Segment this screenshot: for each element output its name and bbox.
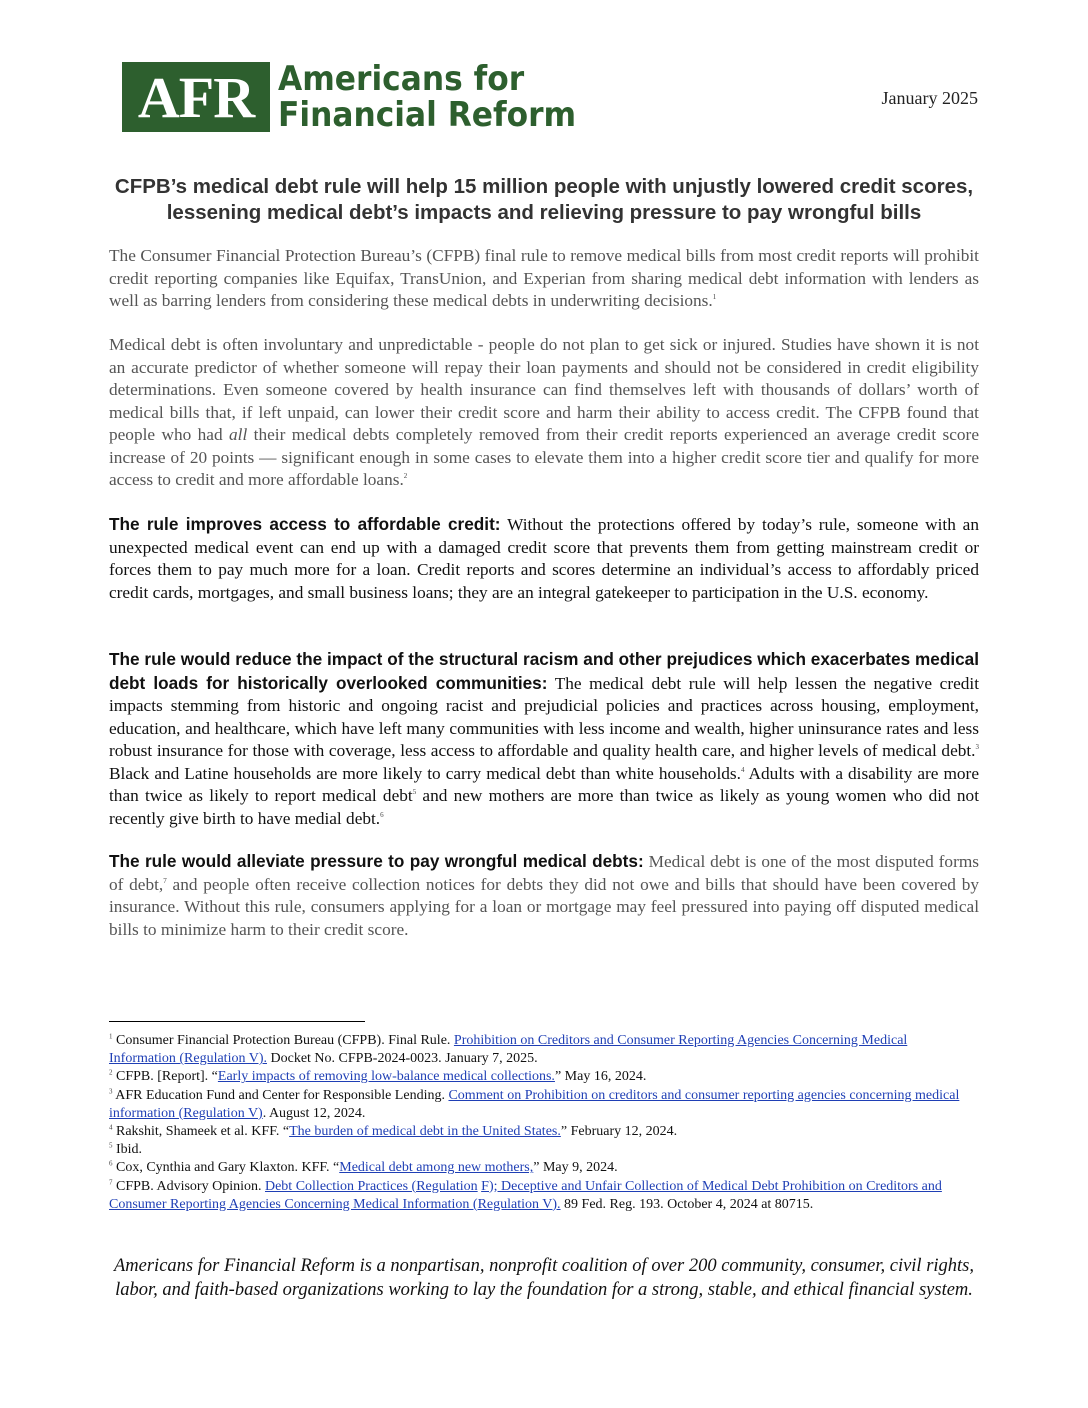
paragraph-2	[109, 334, 979, 492]
footnote-3-text: AFR Education Fund and Center for Responsible Lending.	[112, 1087, 449, 1103]
logo-line-1: Americans for	[278, 59, 525, 99]
paragraph-4	[109, 648, 979, 830]
footnote-7-text: CFPB. Advisory Opinion.	[112, 1178, 265, 1194]
footnote-2-text: CFPB. [Report]. “	[112, 1069, 218, 1085]
paragraph-4-text-b: Black and Latine households are more likely to carry medical debt than white households.	[109, 763, 741, 783]
footnote-5	[109, 1141, 968, 1159]
footnote-3-number: 3	[109, 1086, 113, 1095]
paragraph-5-text-a: Medical debt is one of the most disputed forms of debt,	[109, 852, 979, 894]
footnote-1	[109, 1032, 968, 1068]
footnote-4	[109, 1123, 968, 1141]
footnote-4-text: Rakshit, Shameek et al. KFF. “	[112, 1124, 290, 1140]
afr-logo	[122, 59, 602, 135]
paragraph-2-emphasis: all	[229, 425, 248, 444]
paragraph-1-text: The Consumer Financial Protection Bureau’s (CFPB) final rule to remove medical bills from most credit reports will prohibit credit reporting companies like Equifax, TransUnion, and Experian from sharing medical debt information with lenders as well as barring lenders from considering these medical debts in underwriting decisions.	[109, 246, 979, 310]
footnote-6	[109, 1159, 968, 1177]
paragraph-5-heading: The rule would alleviate pressure to pay wrongful medical debts:	[109, 851, 644, 871]
footnote-6-number: 6	[109, 1159, 113, 1168]
paragraph-4-text-a: The medical debt rule will help lessen the negative credit impacts stemming from historic and ongoing racist and prejudicial policies and practices across housing, employment, education, and healthcare, which have left many communities with less income and wealth, higher uninsurance rates and less robust insurance for those with coverage, less access to affordable and quality health care, and higher levels of medical debt.	[109, 673, 979, 760]
footnote-1-number: 1	[109, 1032, 113, 1041]
footnote-6-suffix: ” May 9, 2024.	[533, 1160, 618, 1176]
footnote-7-suffix: 89 Fed. Reg. 193. October 4, 2024 at 80715.	[560, 1196, 814, 1212]
document-date: January 2025	[881, 88, 978, 108]
footnote-5-text: Ibid.	[112, 1142, 143, 1158]
footnote-ref-6[interactable]: 6	[380, 810, 384, 819]
footnote-5-number: 5	[109, 1141, 113, 1150]
paragraph-3-heading: The rule improves access to affordable credit:	[109, 514, 501, 534]
footnote-1-text: Consumer Financial Protection Bureau (CFPB). Final Rule.	[112, 1033, 454, 1048]
footnotes	[109, 1032, 968, 1214]
title-line-2: lessening medical debt’s impacts and relieving pressure to pay wrongful bills	[166, 201, 922, 224]
footnote-7	[109, 1178, 968, 1214]
paragraph-3-text: Without the protections offered by today’s rule, someone with an unexpected medical event can end up with a damaged credit score that prevents them from getting mainstream credit or forces them to pay much more for a loan. Credit reports and scores determine an individual’s access to affordably priced credit cards, mortgages, and small business loans; they are an integral gatekeeper to participation in the U.S. economy.	[109, 515, 979, 602]
paragraph-5-text-b: and people often receive collection notices for debts they did not owe and bills that should have been covered by insurance. Without this rule, consumers applying for a loan or mortgage may feel pressured into paying off disputed medical bills to minimize harm to their credit score.	[109, 874, 979, 939]
footnote-2	[109, 1068, 968, 1086]
footnote-divider	[109, 1021, 365, 1022]
footnote-ref-4[interactable]: 4	[740, 765, 745, 774]
footnote-ref-3[interactable]: 3	[975, 743, 979, 752]
footer-line-2: labor, and faith-based organizations working to lay the foundation for a strong, stable, and ethical financial system.	[115, 1280, 973, 1300]
paragraph-4-text-d: and new mothers are more than twice as likely as young women who did not recently give birth to have medial debt.	[109, 786, 979, 828]
paragraph-5	[109, 850, 979, 941]
document-title	[60, 174, 1028, 226]
paragraph-1	[109, 245, 979, 313]
footnote-3	[109, 1087, 968, 1123]
footnote-1-link[interactable]: Prohibition on Creditors and Consumer Reporting Agencies Concerning Medical Information (Regulation V).	[109, 1033, 908, 1067]
footnote-1-suffix: Docket No. CFPB-2024-0023. January 7, 2025.	[267, 1051, 538, 1067]
footer-line-1: Americans for Financial Reform is a nonpartisan, nonprofit coalition of over 200 community, consumer, civil rights,	[113, 1256, 974, 1276]
paragraph-4-heading: The rule would reduce the impact of the structural racism and other prejudices which exacerbates medical debt loads for historically overlooked communities:	[109, 649, 979, 693]
footnote-4-number: 4	[109, 1123, 113, 1132]
title-line-1: CFPB’s medical debt rule will help 15 million people with unjustly lowered credit scores,	[114, 175, 974, 198]
footnote-4-suffix: ” February 12, 2024.	[560, 1124, 678, 1140]
footnote-4-link[interactable]: The burden of medical debt in the United States.	[289, 1124, 561, 1140]
footnote-2-link[interactable]: Early impacts of removing low-balance medical collections.	[217, 1069, 555, 1085]
footnote-ref-5[interactable]: 5	[412, 788, 417, 797]
footnote-ref-7[interactable]: 7	[163, 876, 167, 885]
footnote-6-link[interactable]: Medical debt among new mothers,	[339, 1160, 534, 1176]
paragraph-2-text-a: Medical debt is often involuntary and unpredictable - people do not plan to get sick or injured. Studies have shown it is not an accurate predictor of whether someone will repay their loan payments and should not be considered in credit eligibility determinations. Even someone covered by health insurance can find themselves left with thousands of dollars’ worth of medical bills that, if left unpaid, can lower their credit score and harm their ability to access credit. The CFPB found that people who had	[109, 335, 979, 444]
footnote-ref-2[interactable]: 2	[403, 472, 408, 481]
footnote-7-link-a[interactable]: Debt Collection Practices (Regulation	[264, 1178, 478, 1194]
footnote-3-suffix: . August 12, 2024.	[262, 1105, 366, 1121]
logo-line-2: Financial Reform	[278, 95, 577, 135]
organization-statement	[60, 1254, 1028, 1302]
footnote-7-number: 7	[109, 1177, 113, 1186]
logo-wordmark	[278, 61, 576, 133]
paragraph-4-text-c: Adults with a disability are more than twice as likely to report medical debt	[109, 763, 979, 805]
footnote-3-link[interactable]: Comment on Prohibition on creditors and consumer reporting agencies concerning medical information (Regulation V)	[109, 1087, 960, 1121]
paragraph-3	[109, 513, 979, 604]
footnote-2-suffix: ” May 16, 2024.	[554, 1069, 647, 1085]
logo-mark: AFR	[122, 62, 270, 132]
footnote-ref-1[interactable]: 1	[712, 293, 717, 302]
footnote-2-number: 2	[109, 1068, 113, 1077]
footnote-7-link-b[interactable]: F); Deceptive and Unfair Collection of Medical Debt Prohibition on Creditors and Consumer Reporting Agencies Concerning Medical Information (Regulation V).	[109, 1178, 942, 1212]
footnote-6-text: Cox, Cynthia and Gary Klaxton. KFF. “	[112, 1160, 340, 1176]
paragraph-2-text-b: their medical debts completely removed from their credit reports experienced an average credit score increase of 20 points — significant enough in some cases to elevate them into a higher credit score tier and qualify for more access to credit and more affordable loans.	[109, 425, 979, 489]
